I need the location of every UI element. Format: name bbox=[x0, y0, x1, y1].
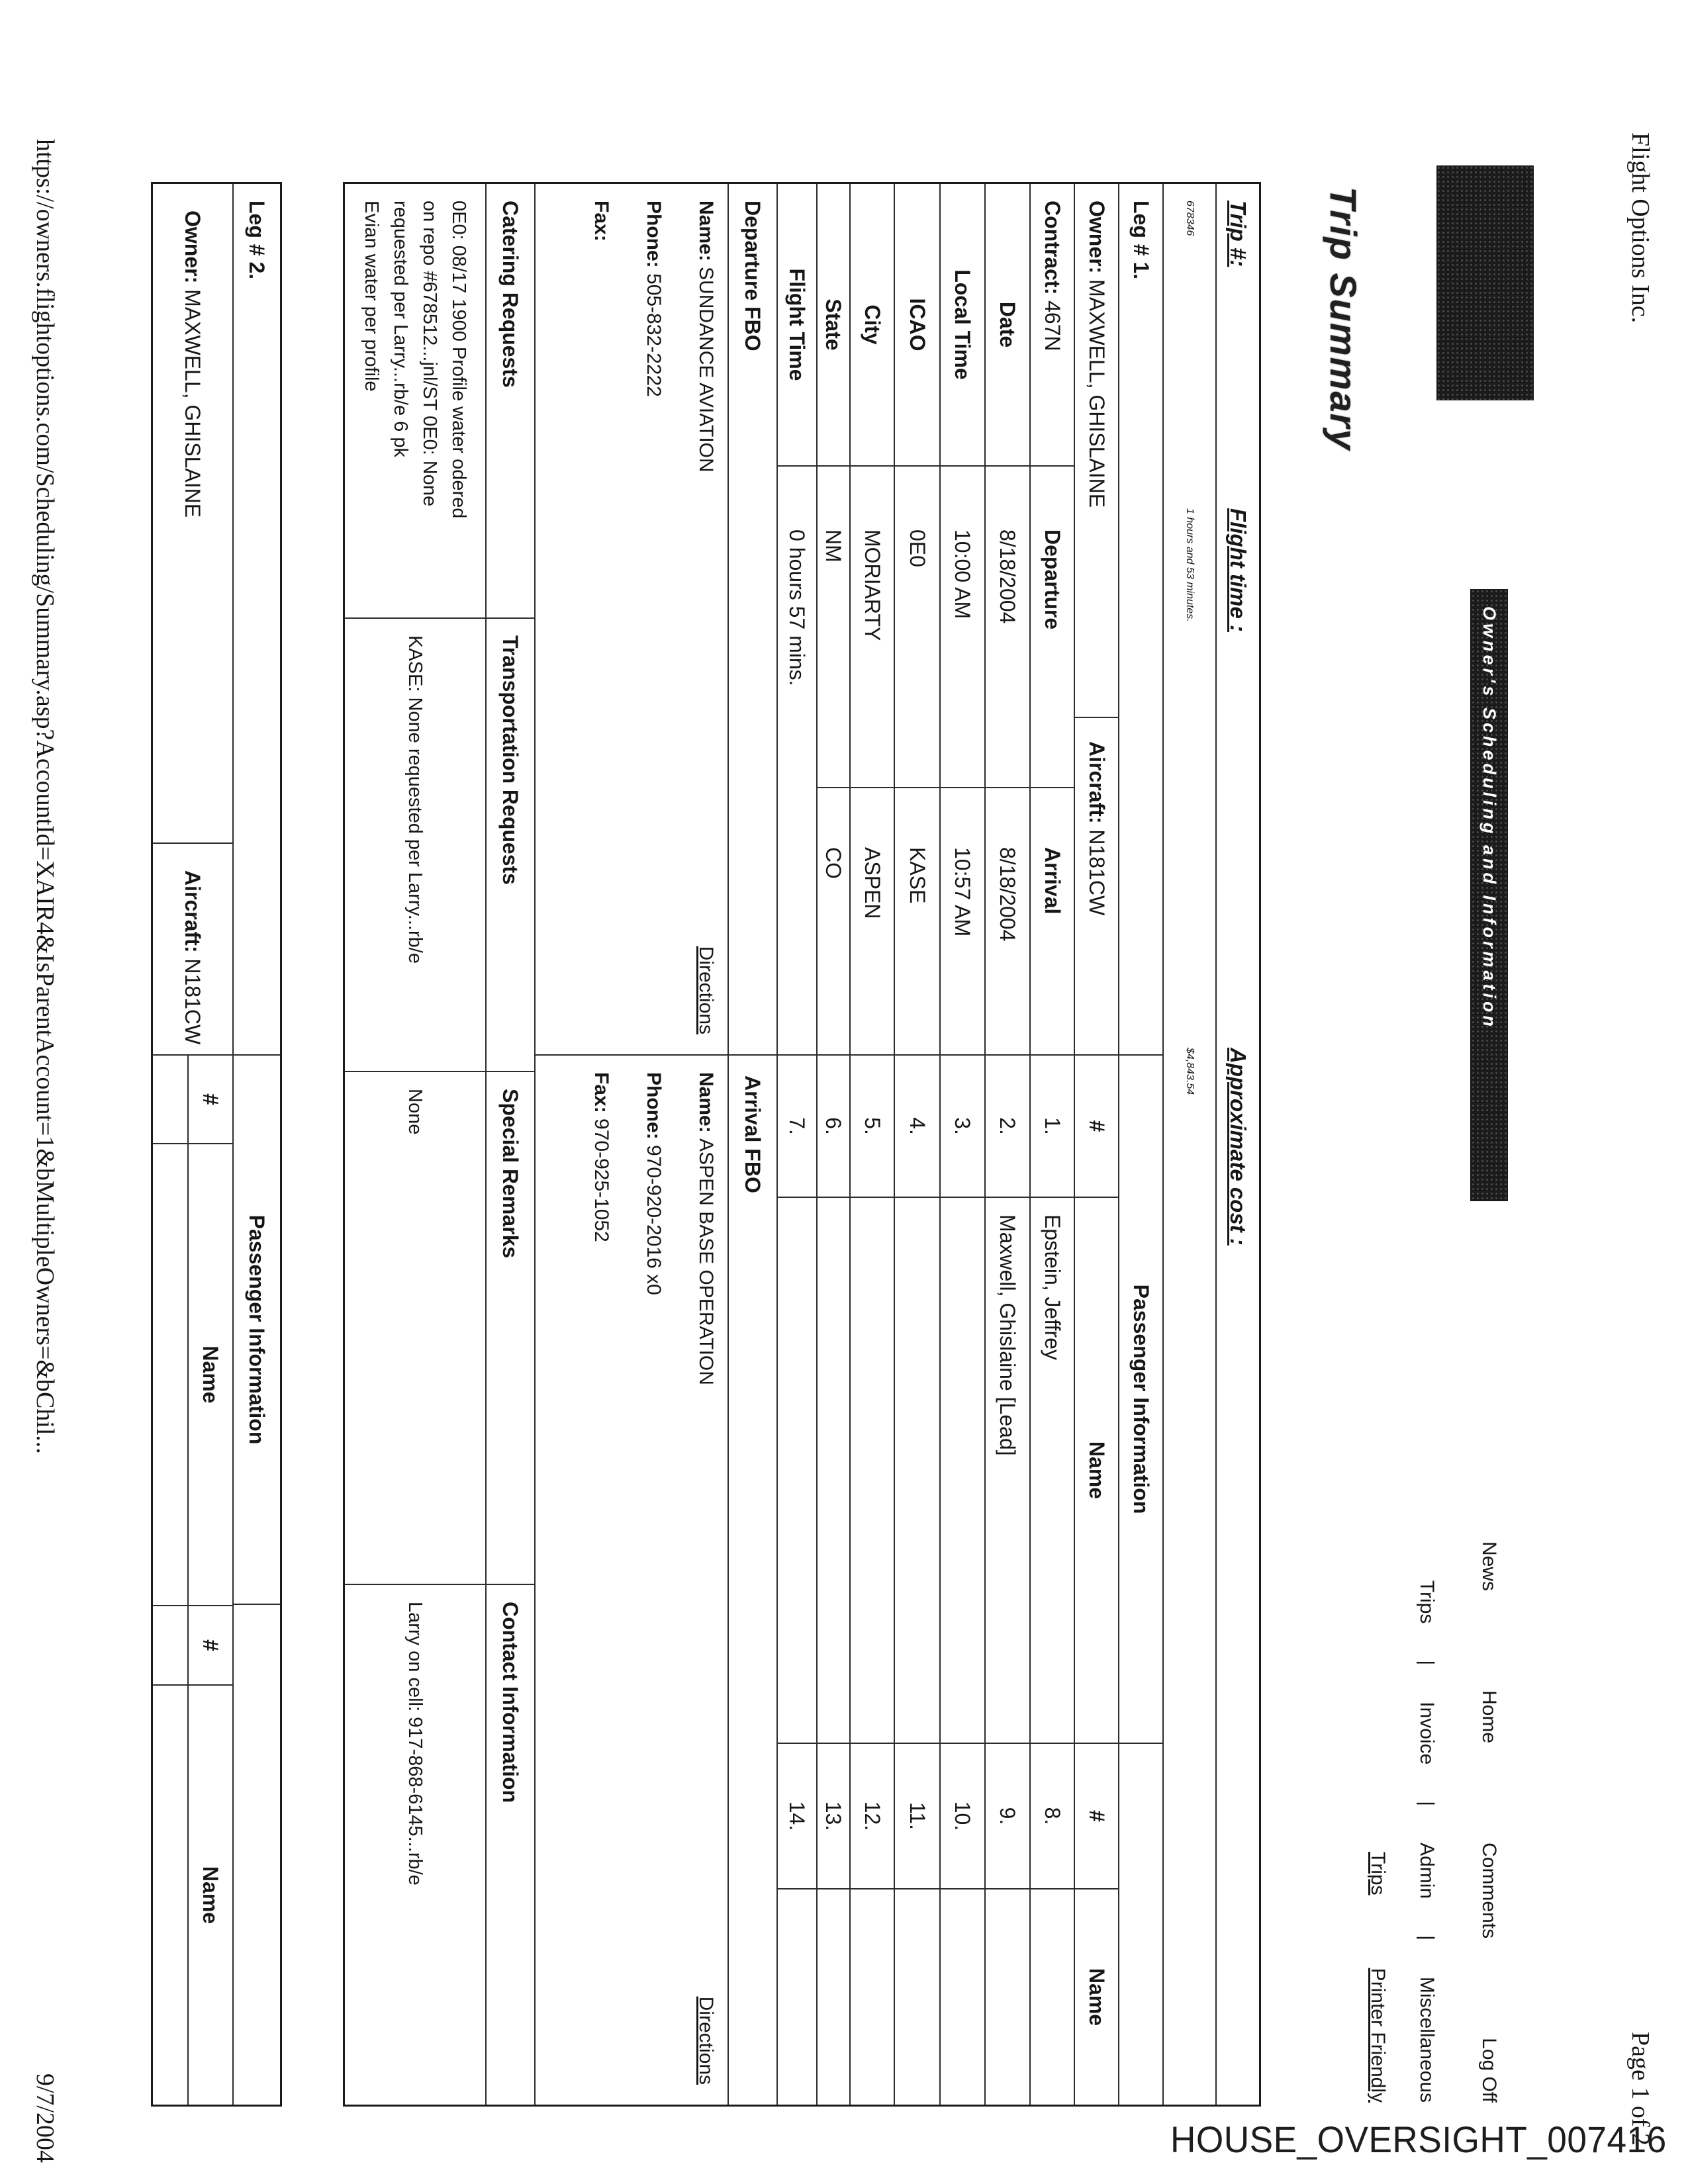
print-footer-url: https://owners.flightoptions.com/Scheduling/Summary.asp?AccountId=XAIR4&IsParentAccount=1&bMultipleOwners=&bChil... bbox=[31, 139, 59, 1454]
empty-cell bbox=[1119, 1743, 1162, 2105]
aircraft-label: Aircraft: bbox=[181, 870, 205, 953]
special-remarks-header: Special Remarks bbox=[487, 1071, 534, 1584]
nav-separator: | bbox=[1416, 1801, 1438, 1807]
pax-num-header: # bbox=[1075, 1743, 1118, 1888]
arrival-fbo-name: ASPEN BASE OPERATION bbox=[695, 1138, 717, 1385]
row-label: City bbox=[861, 304, 884, 345]
departure-fbo-phone: 505-832-2222 bbox=[643, 273, 665, 397]
pax-num: 8. bbox=[1031, 1743, 1074, 1888]
pax-name bbox=[851, 1888, 894, 2105]
arr-date: 8/18/2004 bbox=[986, 787, 1029, 1054]
pax-name bbox=[1031, 1888, 1074, 2105]
transportation-header: Transportation Requests bbox=[487, 617, 534, 1071]
banner-text: Owner's Scheduling and Information bbox=[1479, 606, 1499, 1030]
nav-link-admin[interactable]: Admin bbox=[1416, 1843, 1438, 1899]
pax-name: Epstein, Jeffrey bbox=[1031, 1197, 1074, 1743]
cost-value: $4,843.54 bbox=[1184, 1048, 1196, 1095]
pax-num: 13. bbox=[818, 1743, 849, 1888]
empty-cell bbox=[153, 1605, 187, 1684]
empty-cell bbox=[153, 1143, 187, 1605]
row-label: Local Time bbox=[951, 269, 975, 380]
departure-directions-link[interactable]: Directions bbox=[695, 946, 717, 1034]
top-nav bbox=[1477, 1541, 1500, 2103]
nav-link-logoff[interactable]: Log Off bbox=[1478, 2038, 1500, 2103]
contract-cell bbox=[1031, 184, 1074, 465]
trip-summary-table bbox=[343, 182, 1261, 2107]
arrival-fbo-header: Arrival FBO bbox=[729, 1054, 776, 2105]
pax-name bbox=[818, 1888, 849, 2105]
contract-label: Contract: bbox=[1041, 201, 1064, 295]
pax-name-header: Name bbox=[1075, 1197, 1118, 1743]
row-label: State bbox=[821, 298, 846, 351]
dep-time: 10:00 AM bbox=[941, 465, 984, 787]
arr-city: ASPEN bbox=[851, 787, 894, 1054]
leg2-label: Leg # 2. bbox=[245, 201, 269, 280]
pax-num-header: # bbox=[1075, 1054, 1118, 1197]
pax-num: 12. bbox=[851, 1743, 894, 1888]
owner-value: MAXWELL, GHISLAINE bbox=[181, 289, 205, 518]
fbo-header-row bbox=[729, 184, 778, 2105]
special-remarks-cell: None bbox=[345, 1071, 485, 1584]
requests-header-row bbox=[487, 184, 536, 2105]
aircraft-label: Aircraft: bbox=[1085, 741, 1109, 824]
flight-time-row bbox=[778, 184, 818, 2105]
fbo-name-label: Name: bbox=[695, 1072, 717, 1133]
pax-num: 7. bbox=[778, 1054, 816, 1197]
pax-num: 5. bbox=[851, 1054, 894, 1197]
trip-values-row bbox=[1164, 184, 1217, 2105]
arr-icao: KASE bbox=[895, 787, 939, 1054]
departure-col-header: Departure bbox=[1031, 465, 1074, 787]
contact-info-cell: Larry on cell: 917-868-6145...rb/e bbox=[345, 1584, 485, 2105]
arrival-fbo-phone: 970-920-2016 x0 bbox=[643, 1145, 665, 1295]
dep-state: NM bbox=[818, 465, 849, 787]
leg2-passenger-info-header: Passenger Information bbox=[234, 1054, 280, 1604]
state-row bbox=[818, 184, 851, 2105]
pax-name bbox=[778, 1197, 816, 1743]
link-printer-friendly[interactable]: Printer Friendly bbox=[1367, 1968, 1389, 2103]
pax-num: 6. bbox=[818, 1054, 849, 1197]
trip-header-row bbox=[1217, 184, 1259, 2105]
fbo-phone-label: Phone: bbox=[643, 201, 665, 268]
pax-num: 9. bbox=[986, 1743, 1029, 1888]
leg2-header-row bbox=[234, 184, 280, 2105]
pax-name-header: Name bbox=[1075, 1888, 1118, 2105]
pax-num-header: # bbox=[189, 1605, 232, 1684]
print-header-title: Flight Options Inc. bbox=[1626, 132, 1654, 324]
pax-num: 1. bbox=[1031, 1054, 1074, 1197]
catering-line: on repo #678512...jnl/ST 0E0: None bbox=[419, 201, 440, 507]
pax-num: 3. bbox=[941, 1054, 984, 1197]
pax-num: 10. bbox=[941, 1743, 984, 1888]
pax-name-header: Name bbox=[189, 1143, 232, 1605]
nav-link-invoice[interactable]: Invoice bbox=[1416, 1702, 1438, 1765]
departure-fbo-cell bbox=[536, 184, 727, 1054]
leg2-table bbox=[151, 182, 282, 2107]
date-row bbox=[986, 184, 1031, 2105]
catering-header: Catering Requests bbox=[498, 201, 523, 388]
aircraft-cell bbox=[1075, 717, 1118, 1054]
nav-link-trips[interactable]: Trips bbox=[1416, 1580, 1438, 1624]
departure-fbo-header: Departure FBO bbox=[741, 201, 765, 351]
flight-time-value: 1 hours and 53 minutes. bbox=[1184, 508, 1196, 622]
transportation-request-cell: KASE: None requested per Larry...rb/e bbox=[345, 617, 485, 1071]
page-title: Trip Summary bbox=[1323, 187, 1364, 451]
pax-num: 14. bbox=[778, 1743, 816, 1888]
icao-row bbox=[895, 184, 941, 2105]
nav-separator: | bbox=[1416, 1935, 1438, 1940]
quick-nav bbox=[1366, 1852, 1389, 2103]
flight-options-logo bbox=[1436, 165, 1534, 400]
catering-line: 0E0: 08/17 1900 Profile water odered bbox=[448, 201, 469, 519]
leg2-aircraft-cell bbox=[153, 842, 232, 1054]
requests-content-row bbox=[345, 184, 487, 2105]
catering-line: requested per Larry...rb/e 6 pk bbox=[390, 201, 411, 457]
nav-link-comments[interactable]: Comments bbox=[1478, 1843, 1500, 1939]
local-time-row bbox=[941, 184, 986, 2105]
fbo-phone-label: Phone: bbox=[643, 1072, 665, 1140]
pax-name bbox=[895, 1197, 939, 1743]
bates-stamp: HOUSE_OVERSIGHT_007416 bbox=[1170, 2118, 1667, 2160]
print-footer-date: 9/7/2004 bbox=[31, 2073, 59, 2163]
row-label: ICAO bbox=[906, 298, 929, 351]
fbo-name-label: Name: bbox=[695, 201, 717, 261]
owner-value: MAXWELL, GHISLAINE bbox=[1085, 279, 1109, 508]
owners-scheduling-banner bbox=[1470, 589, 1508, 1201]
pax-name bbox=[818, 1197, 849, 1743]
leg2-owner-row bbox=[153, 184, 234, 2105]
pax-name-header: Name bbox=[189, 1684, 232, 2105]
nav-link-news[interactable]: News bbox=[1478, 1541, 1500, 1592]
leg2-passenger-block bbox=[153, 1054, 232, 2105]
owner-label: Owner: bbox=[1085, 201, 1109, 274]
pax-name bbox=[851, 1197, 894, 1743]
row-label: Flight Time bbox=[785, 268, 810, 381]
link-trips[interactable]: Trips bbox=[1367, 1852, 1389, 1895]
owner-cell bbox=[1075, 184, 1118, 717]
leg2-owner-cell bbox=[153, 184, 232, 842]
trip-number-label: Trip #: bbox=[1226, 201, 1250, 267]
contract-row bbox=[1031, 184, 1075, 2105]
arrival-directions-link[interactable]: Directions bbox=[695, 1996, 717, 2085]
flight-time-label: Flight time : bbox=[1226, 508, 1250, 632]
owner-label: Owner: bbox=[181, 210, 205, 284]
pax-num-header: # bbox=[199, 1093, 223, 1105]
pax-num: 2. bbox=[986, 1054, 1029, 1197]
empty-cell bbox=[153, 1684, 187, 2105]
arr-time: 10:57 AM bbox=[941, 787, 984, 1054]
dep-date: 8/18/2004 bbox=[986, 465, 1029, 787]
nav-link-miscellaneous[interactable]: Miscellaneous bbox=[1416, 1976, 1438, 2103]
catering-line: Evian water per profile bbox=[361, 201, 382, 392]
row-label: Date bbox=[996, 301, 1020, 348]
leg1-label: Leg # 1. bbox=[1129, 201, 1153, 280]
arrival-fbo-fax: 970-925-1052 bbox=[590, 1118, 612, 1242]
city-row bbox=[851, 184, 895, 2105]
pax-name bbox=[941, 1888, 984, 2105]
catering-request-cell bbox=[345, 184, 485, 617]
trip-number-value: 678346 bbox=[1184, 201, 1196, 236]
nav-link-home[interactable]: Home bbox=[1478, 1690, 1500, 1744]
pax-name bbox=[895, 1888, 939, 2105]
cost-label: Approximate cost : bbox=[1226, 1048, 1250, 1246]
pax-num: 11. bbox=[895, 1743, 939, 1888]
menu-nav bbox=[1415, 1580, 1438, 2103]
departure-fbo-name: SUNDANCE AVIATION bbox=[695, 267, 717, 473]
aircraft-value: N181CW bbox=[181, 958, 205, 1045]
pax-num: 4. bbox=[895, 1054, 939, 1197]
empty-cell bbox=[153, 1056, 187, 1143]
leg-flight-time: 0 hours 57 mins. bbox=[778, 465, 816, 1054]
fbo-fax-label: Fax: bbox=[590, 201, 612, 242]
nav-separator: | bbox=[1416, 1660, 1438, 1666]
empty-cell bbox=[234, 1604, 280, 2105]
print-header-page-number: Page 1 of 2 bbox=[1626, 2031, 1654, 2146]
pax-name: Maxwell, Ghislaine [Lead] bbox=[986, 1197, 1029, 1743]
leg1-header-row bbox=[1119, 184, 1164, 2105]
fbo-content-row bbox=[536, 184, 729, 2105]
contact-info-header: Contact Information bbox=[487, 1584, 534, 2105]
pax-name bbox=[986, 1888, 1029, 2105]
dep-city: MORIARTY bbox=[851, 465, 894, 787]
pax-name bbox=[941, 1197, 984, 1743]
leg1-owner-row bbox=[1075, 184, 1119, 2105]
arr-state: CO bbox=[818, 787, 849, 1054]
pax-name bbox=[778, 1888, 816, 2105]
dep-icao: 0E0 bbox=[895, 465, 939, 787]
arrival-col-header: Arrival bbox=[1031, 787, 1074, 1054]
passenger-info-header: Passenger Information bbox=[1119, 1054, 1162, 1743]
arrival-fbo-cell bbox=[536, 1054, 727, 2105]
contract-value: 467N bbox=[1041, 300, 1064, 351]
fbo-fax-label: Fax: bbox=[590, 1072, 612, 1113]
aircraft-value: N181CW bbox=[1085, 829, 1109, 916]
